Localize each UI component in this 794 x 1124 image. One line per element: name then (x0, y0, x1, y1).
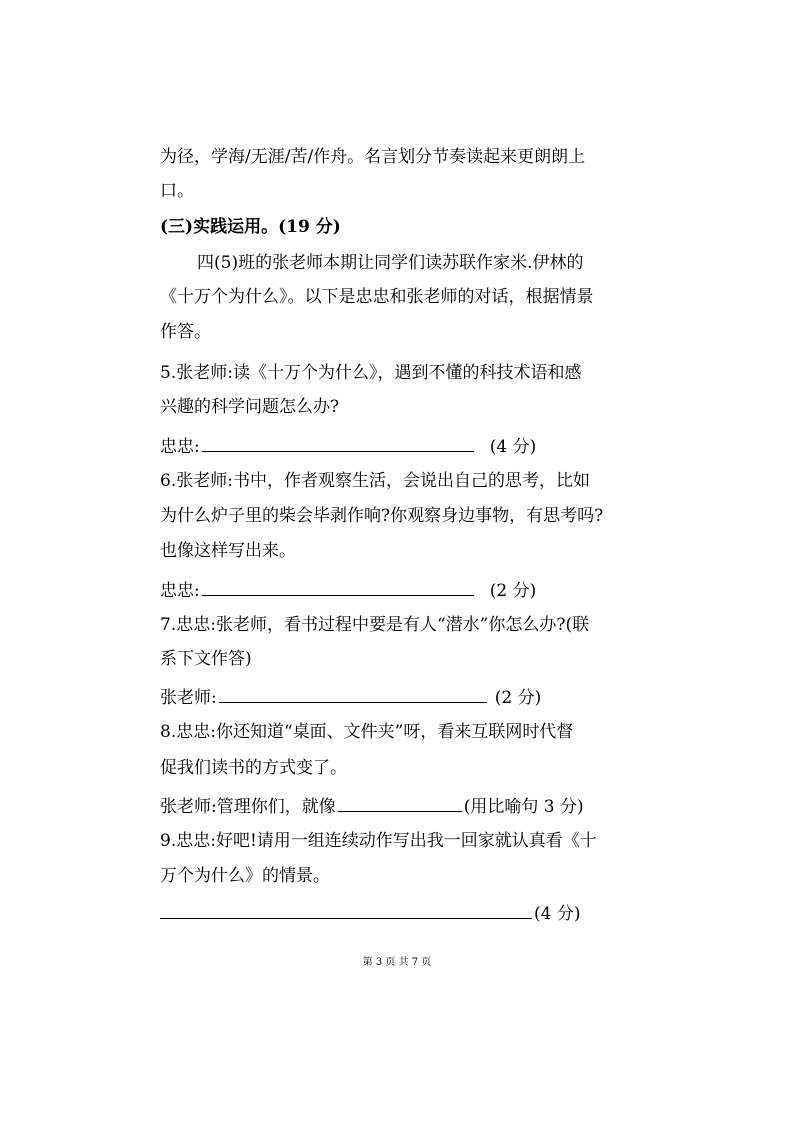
answer-7-blank[interactable] (219, 684, 487, 703)
answer-9 (160, 900, 580, 925)
answer-7 (160, 684, 541, 709)
section-heading: (三)实践运用。(19 分) (160, 217, 341, 237)
question-9-line: 万个为什么》的情景。 (160, 866, 330, 886)
intro-line: 作答。 (160, 322, 211, 342)
answer-9-score: (4 分) (534, 904, 581, 924)
answer-6-blank[interactable] (202, 577, 474, 596)
question-5-line: 兴趣的科学问题怎么办? (160, 397, 340, 417)
text-line: 为径，学海/无涯/苦/作舟。名言划分节奏读起来更朗朗上 (160, 147, 586, 167)
answer-6 (160, 577, 536, 602)
answer-5-score: (4 分) (489, 437, 537, 457)
intro-line: 《十万个为什么》。以下是忠忠和张老师的对话，根据情景 (160, 287, 594, 307)
question-9-line: 9.忠忠:好吧!请用一组连续动作写出我一回家就认真看《十 (160, 831, 597, 851)
question-6-line: 为什么炉子里的柴会毕剥作响?你观察身边事物，有思考吗? (160, 506, 604, 526)
answer-6-score: (2 分) (489, 581, 537, 601)
page-footer: 第 3 页 共 7 页 (362, 957, 432, 968)
question-8-line: 促我们读书的方式变了。 (160, 758, 347, 778)
answer-5 (160, 433, 536, 458)
answer-6-label: 忠忠: (160, 581, 200, 601)
answer-7-label: 张老师: (160, 688, 217, 708)
question-7-line: 7.忠忠:张老师，看书过程中要是有人“潜水”你怎么办?(联 (160, 615, 590, 635)
text-line: 口。 (160, 181, 194, 201)
answer-8-blank[interactable] (338, 793, 462, 812)
answer-8-score: (用比喻句 3 分) (463, 797, 584, 817)
answer-9-blank[interactable] (160, 900, 532, 919)
question-6-line: 6.张老师:书中，作者观察生活，会说出自己的思考，比如 (160, 471, 590, 491)
question-7-line: 系下文作答) (160, 649, 252, 669)
answer-8 (160, 793, 584, 818)
answer-7-score: (2 分) (494, 688, 542, 708)
question-5-line: 5.张老师:读《十万个为什么》，遇到不懂的科技术语和感 (160, 363, 582, 383)
question-6-line: 也像这样写出来。 (160, 541, 296, 561)
answer-8-label: 张老师:管理你们，就像 (160, 797, 336, 817)
intro-line: 四(5)班的张老师本期让同学们读苏联作家米.伊林的 (197, 253, 584, 273)
question-8-line: 8.忠忠:你还知道“桌面、文件夹”呀，看来互联网时代督 (160, 722, 574, 742)
answer-5-blank[interactable] (202, 433, 474, 452)
answer-5-label: 忠忠: (160, 437, 200, 457)
